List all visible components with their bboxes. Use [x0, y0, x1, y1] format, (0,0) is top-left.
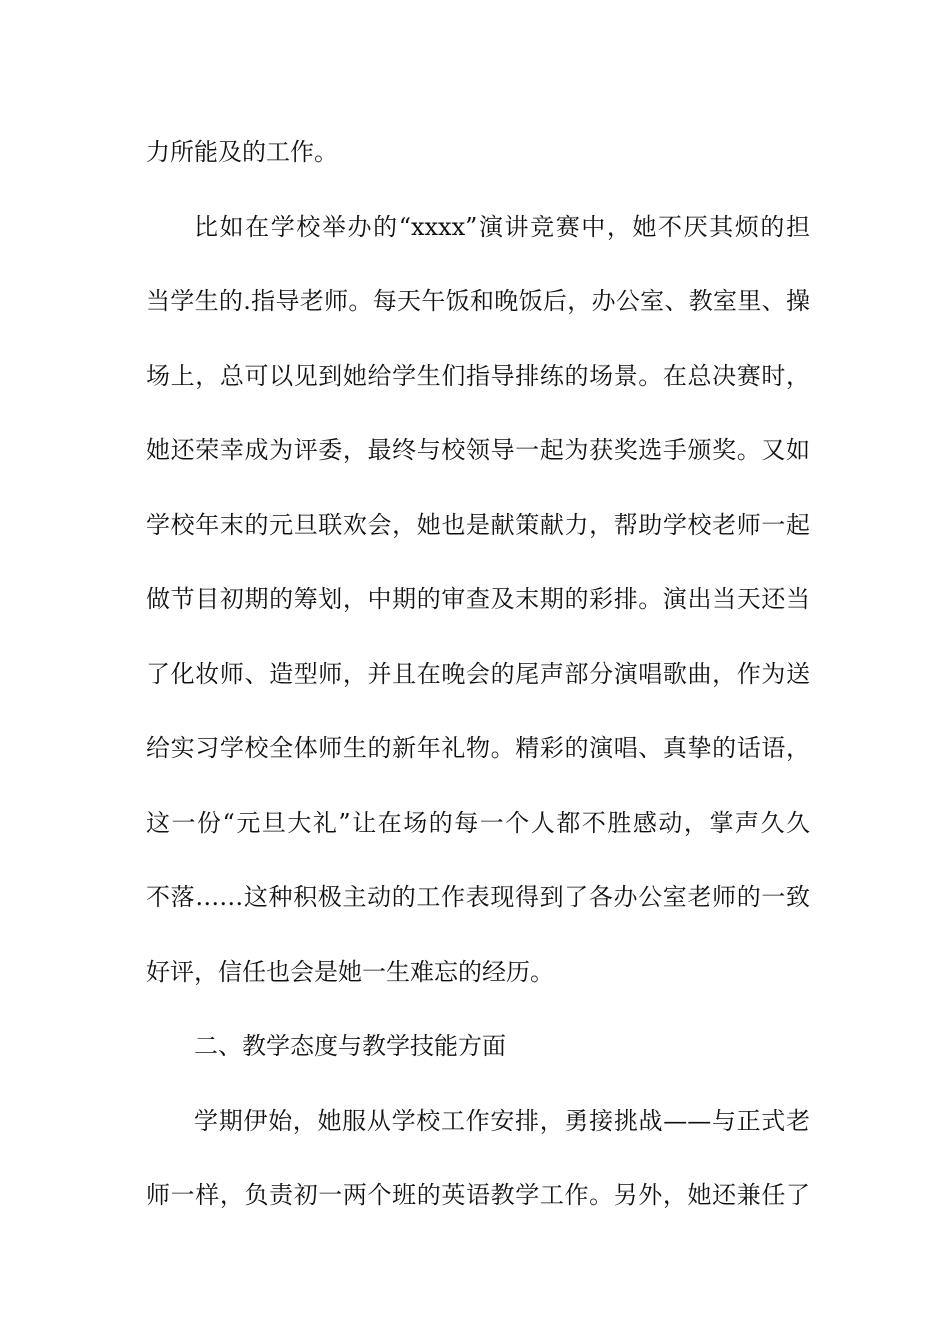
paragraph-line: 学期伊始，她服从学校工作安排，勇接挑战——与正式老	[194, 1106, 810, 1135]
paragraph-line: 做节目初期的筹划，中期的审查及末期的彩排。演出当天还当	[146, 585, 810, 613]
paragraph-line: 好评，信任也会是她一生难忘的经历。	[146, 957, 554, 986]
paragraph-line: 当学生的.指导老师。每天午饭和晚饭后，办公室、教室里、操	[146, 287, 810, 315]
paragraph-line: 了化妆师、造型师，并且在晚会的尾声部分演唱歌曲，作为送	[146, 659, 810, 688]
paragraph-line: 她还荣幸成为评委，最终与校领导一起为获奖选手颁奖。又如	[146, 436, 810, 464]
document-body	[146, 126, 810, 1244]
section-heading: 二、教学态度与教学技能方面	[194, 1032, 506, 1060]
paragraph-line: 比如在学校举办的“xxxx”演讲竞赛中，她不厌其烦的担	[194, 212, 810, 241]
paragraph-line: 给实习学校全体师生的新年礼物。精彩的演唱、真挚的话语，	[146, 734, 810, 762]
paragraph-line: 师一样，负责初一两个班的英语教学工作。另外，她还兼任了	[146, 1181, 810, 1209]
paragraph-line: 力所能及的工作。	[146, 138, 338, 166]
paragraph-line: 不落……这种积极主动的工作表现得到了各办公室老师的一致	[146, 883, 810, 911]
paragraph-line: 学校年末的元旦联欢会，她也是献策献力，帮助学校老师一起	[146, 510, 810, 539]
paragraph-line: 这一份“元旦大礼”让在场的每一个人都不胜感动，掌声久久	[146, 808, 810, 837]
paragraph-line: 场上，总可以见到她给学生们指导排练的场景。在总决赛时，	[146, 361, 810, 390]
